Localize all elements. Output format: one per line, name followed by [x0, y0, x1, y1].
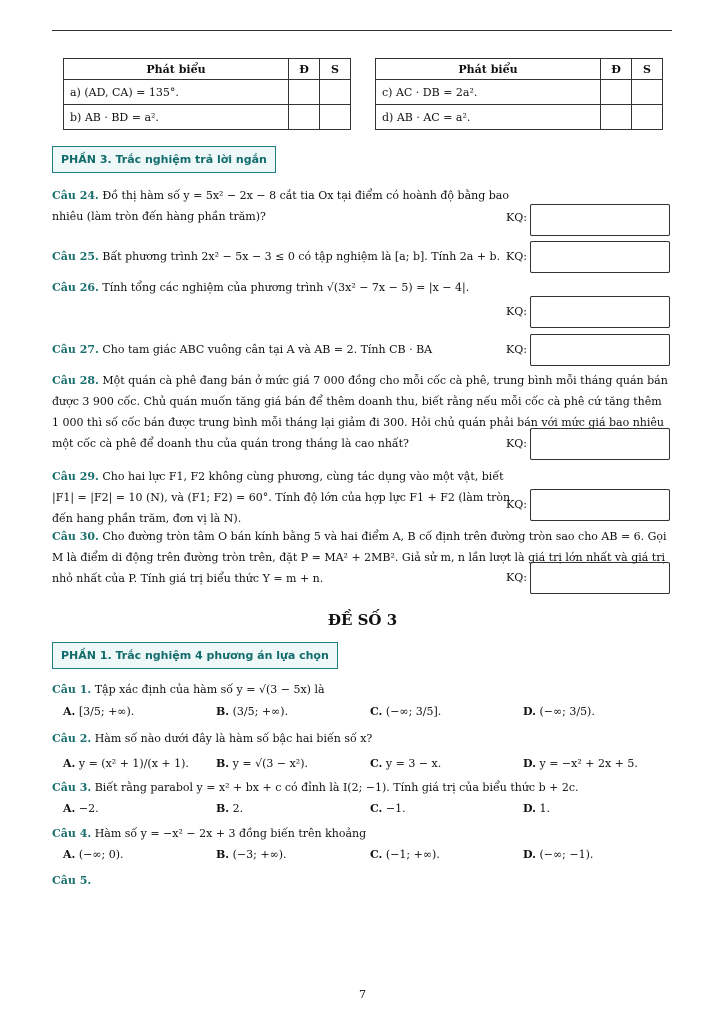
- option-text: (−∞; 0).: [78, 848, 124, 861]
- question-number: Câu 3.: [52, 781, 92, 794]
- col-s: S: [320, 59, 351, 80]
- option-label: D.: [523, 757, 536, 770]
- answer-box-28[interactable]: [530, 428, 670, 460]
- question-text: Đồ thị hàm số y = 5x² − 2x − 8 cắt tia Ox tại điểm có hoành độ bằng bao nhiêu (làm tròn đến hàng phần trăm)?: [52, 189, 509, 223]
- kq-label: KQ:: [506, 250, 527, 263]
- check-cell[interactable]: [320, 80, 351, 105]
- question-text: Một quán cà phê đang bán ở mức giá 7 000 đồng cho mỗi cốc cà phê, trung bình mỗi tháng quán bán được 3 900 cốc. Chủ quán muốn tăng giá bán để thêm doanh thu, biết rằng nếu mỗi cốc cà phê cứ tăng thêm 1 000 thì số cốc bán được trung bình mỗi tháng lại giảm đi 300. Hỏi chủ quán phải bán với mức giá bao nhiêu một cốc cà phê để doanh thu của quán trong tháng là cao nhất?: [52, 374, 668, 450]
- option-a[interactable]: [63, 757, 189, 770]
- answer-box-29[interactable]: [530, 489, 670, 521]
- check-cell[interactable]: [289, 80, 320, 105]
- option-text: [3/5; +∞).: [78, 705, 135, 718]
- kq-label: KQ:: [506, 305, 527, 318]
- question-text: Cho tam giác ABC vuông cân tại A và AB = 2. Tính CB · BA: [102, 343, 433, 356]
- option-text: (3/5; +∞).: [232, 705, 289, 718]
- answer-box-25[interactable]: [530, 241, 670, 273]
- kq-label: KQ:: [506, 571, 527, 584]
- option-label: B.: [216, 802, 230, 815]
- page-number: 7: [359, 988, 366, 1001]
- mc-question-4: [52, 823, 672, 844]
- option-d[interactable]: [523, 757, 638, 770]
- option-text: (−1; +∞).: [385, 848, 440, 861]
- question-text: Tập xác định của hàm số y = √(3 − 5x) là: [94, 683, 325, 696]
- statement-c: c) AC · DB = 2a².: [376, 80, 601, 105]
- question-29: [52, 466, 522, 529]
- question-text: Cho hai lực F1, F2 không cùng phương, cùng tác dụng vào một vật, biết |F1| = |F2| = 10 (N), và (F1; F2) = 60°. Tính độ lớn của hợp lực F1 + F2 (làm tròn đến hang phần trăm, đơn vị là N).: [52, 470, 511, 525]
- option-c[interactable]: [370, 802, 406, 815]
- option-b[interactable]: [216, 705, 288, 718]
- check-cell[interactable]: [601, 80, 632, 105]
- true-false-table-left: [63, 58, 351, 130]
- option-text: y = −x² + 2x + 5.: [539, 757, 638, 770]
- option-c[interactable]: [370, 757, 441, 770]
- mc-question-3: [52, 777, 672, 798]
- option-b[interactable]: [216, 802, 243, 815]
- question-text: Hàm số nào dưới đây là hàm số bậc hai biến số x?: [94, 732, 373, 745]
- col-d: Đ: [289, 59, 320, 80]
- kq-label: KQ:: [506, 437, 527, 450]
- answer-box-24[interactable]: [530, 204, 670, 236]
- option-text: 1.: [539, 802, 550, 815]
- statement-d: d) AB · AC = a².: [376, 105, 601, 130]
- question-number: Câu 27.: [52, 343, 99, 356]
- statement-a: a) (AD, CA) = 135°.: [64, 80, 289, 105]
- option-label: C.: [370, 757, 383, 770]
- statement-b: b) AB · BD = a².: [64, 105, 289, 130]
- true-false-table-right: [375, 58, 663, 130]
- table-header: Phát biểu: [64, 59, 289, 80]
- kq-label: KQ:: [506, 498, 527, 511]
- question-number: Câu 24.: [52, 189, 99, 202]
- option-text: 2.: [232, 802, 244, 815]
- option-label: C.: [370, 802, 383, 815]
- question-number: Câu 2.: [52, 732, 92, 745]
- question-number: Câu 5.: [52, 874, 92, 887]
- question-text: Cho đường tròn tâm O bán kính bằng 5 và hai điểm A, B cố định trên đường tròn sao cho AB = 6. Gọi M là điểm di động trên đường tròn trên, đặt P = MA² + 2MB². Giả sử m, n lần lượt là giá trị lớn nhất và giá trị nhỏ nhất của P. Tính giá trị biểu thức Y = m + n.: [52, 530, 667, 585]
- option-a[interactable]: [63, 802, 99, 815]
- question-24: [52, 185, 522, 227]
- table-header: Phát biểu: [376, 59, 601, 80]
- kq-label: KQ:: [506, 211, 527, 224]
- option-a[interactable]: [63, 848, 124, 861]
- answer-box-27[interactable]: [530, 334, 670, 366]
- option-text: (−3; +∞).: [232, 848, 287, 861]
- option-c[interactable]: [370, 848, 440, 861]
- question-text: Hàm số y = −x² − 2x + 3 đồng biến trên khoảng: [94, 827, 367, 840]
- question-number: Câu 4.: [52, 827, 92, 840]
- answer-box-30[interactable]: [530, 562, 670, 594]
- option-label: C.: [370, 848, 383, 861]
- check-cell[interactable]: [289, 105, 320, 130]
- option-text: (−∞; 3/5).: [539, 705, 595, 718]
- option-label: A.: [63, 757, 76, 770]
- question-26: [52, 277, 672, 298]
- col-d: Đ: [601, 59, 632, 80]
- option-d[interactable]: [523, 802, 550, 815]
- option-text: (−∞; 3/5].: [385, 705, 442, 718]
- option-text: y = (x² + 1)/(x + 1).: [78, 757, 189, 770]
- question-number: Câu 26.: [52, 281, 99, 294]
- check-cell[interactable]: [320, 105, 351, 130]
- question-number: Câu 1.: [52, 683, 92, 696]
- question-27: [52, 339, 502, 360]
- option-c[interactable]: [370, 705, 441, 718]
- option-d[interactable]: [523, 705, 595, 718]
- mc-question-5: [52, 870, 672, 891]
- mc-question-1: [52, 679, 672, 700]
- top-rule: [52, 30, 672, 31]
- mc-question-2: [52, 728, 672, 749]
- option-b[interactable]: [216, 757, 308, 770]
- question-number: Câu 25.: [52, 250, 99, 263]
- question-text: Tính tổng các nghiệm của phương trình √(3x² − 7x − 5) = |x − 4|.: [102, 281, 470, 294]
- option-label: C.: [370, 705, 383, 718]
- section-part1: PHẦN 1. Trắc nghiệm 4 phương án lựa chọn: [52, 642, 338, 669]
- check-cell[interactable]: [632, 105, 663, 130]
- option-text: (−∞; −1).: [539, 848, 594, 861]
- check-cell[interactable]: [601, 105, 632, 130]
- question-number: Câu 30.: [52, 530, 99, 543]
- exam-title: ĐỀ SỐ 3: [327, 611, 398, 629]
- option-text: y = 3 − x.: [385, 757, 442, 770]
- question-number: Câu 29.: [52, 470, 99, 483]
- col-s: S: [632, 59, 663, 80]
- question-number: Câu 28.: [52, 374, 99, 387]
- option-b[interactable]: [216, 848, 287, 861]
- option-a[interactable]: [63, 705, 134, 718]
- question-text: Bất phương trình 2x² − 5x − 3 ≤ 0 có tập nghiệm là [a; b]. Tính 2a + b.: [102, 250, 501, 263]
- option-label: A.: [63, 705, 76, 718]
- option-text: −1.: [385, 802, 406, 815]
- option-d[interactable]: [523, 848, 593, 861]
- option-label: D.: [523, 705, 536, 718]
- option-label: A.: [63, 802, 76, 815]
- option-text: y = √(3 − x²).: [232, 757, 308, 770]
- option-label: A.: [63, 848, 76, 861]
- kq-label: KQ:: [506, 343, 527, 356]
- option-label: D.: [523, 848, 536, 861]
- option-label: B.: [216, 705, 230, 718]
- option-label: D.: [523, 802, 536, 815]
- question-25: [52, 246, 502, 267]
- check-cell[interactable]: [632, 80, 663, 105]
- section-part3: PHẦN 3. Trắc nghiệm trả lời ngắn: [52, 146, 276, 173]
- answer-box-26[interactable]: [530, 296, 670, 328]
- question-text: Biết rằng parabol y = x² + bx + c có đỉnh là I(2; −1). Tính giá trị của biểu thức b + 2c.: [94, 781, 579, 794]
- option-label: B.: [216, 757, 230, 770]
- option-label: B.: [216, 848, 230, 861]
- option-text: −2.: [78, 802, 99, 815]
